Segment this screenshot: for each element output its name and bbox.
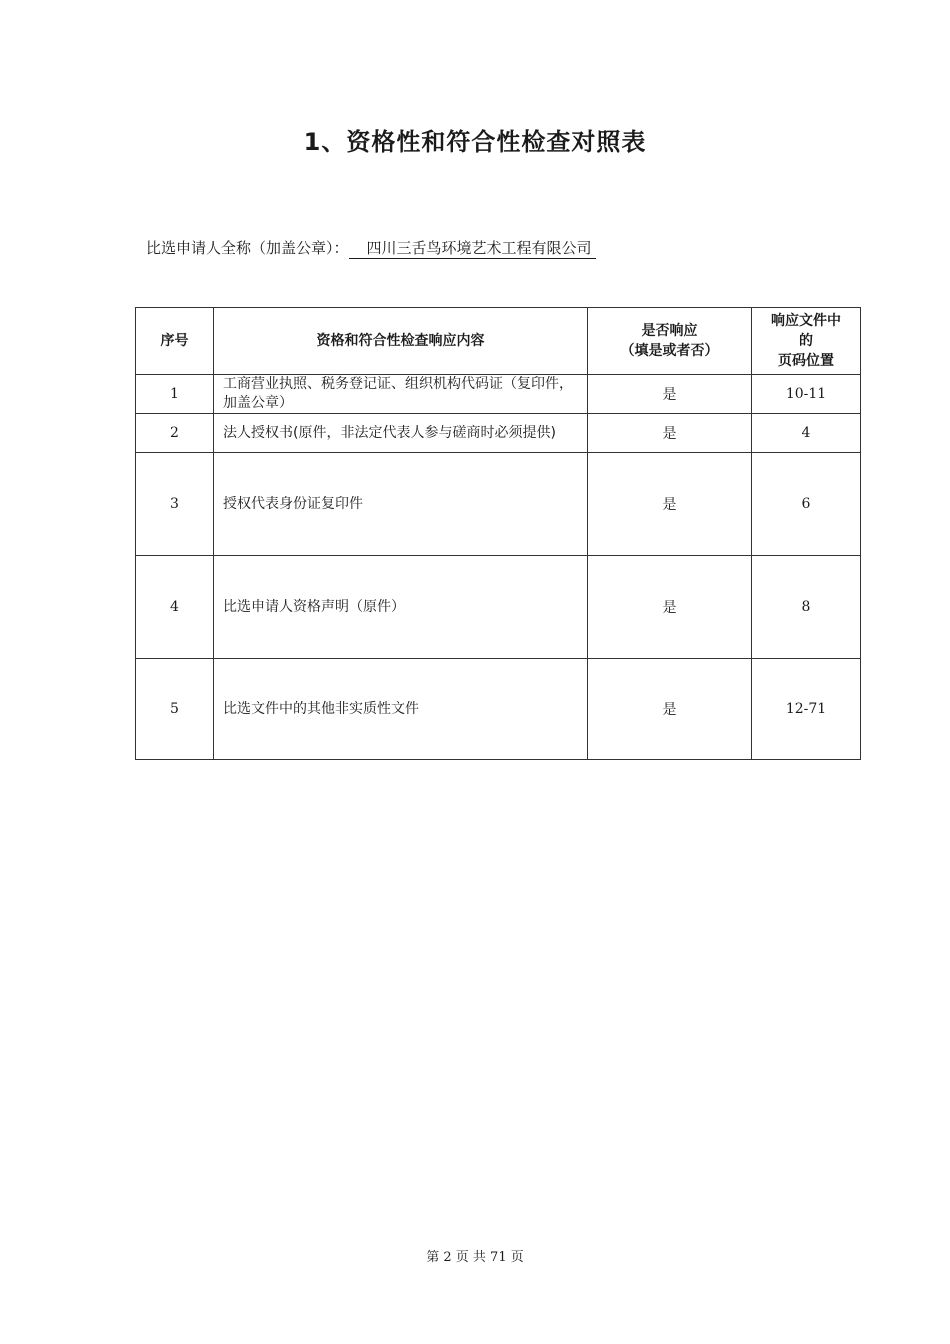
row-seq: 2 xyxy=(136,414,214,453)
row-seq: 5 xyxy=(136,659,214,760)
row-seq: 1 xyxy=(136,375,214,414)
page-footer: 第 2 页 共 71 页 xyxy=(426,1250,524,1265)
table-row xyxy=(136,375,861,414)
header-page-line3: 页码位置 xyxy=(778,353,834,369)
header-response xyxy=(588,308,752,375)
row-response: 是 xyxy=(588,375,752,414)
header-page-line1: 响应文件中 xyxy=(771,313,841,329)
table-row xyxy=(136,556,861,659)
row-seq: 4 xyxy=(136,556,214,659)
row-response: 是 xyxy=(588,556,752,659)
applicant-line xyxy=(146,237,596,259)
qualification-check-table xyxy=(135,307,861,760)
header-response-line1: 是否响应 xyxy=(641,323,698,339)
row-response: 是 xyxy=(588,453,752,556)
document-title: 1、资格性和符合性检查对照表 xyxy=(303,128,647,156)
table-row xyxy=(136,414,861,453)
header-response-line2: （填是或者否） xyxy=(620,343,719,359)
row-response: 是 xyxy=(588,414,752,453)
table-row xyxy=(136,659,861,760)
applicant-name: 四川三舌鸟环境艺术工程有限公司 xyxy=(349,238,596,259)
header-content: 资格和符合性检查响应内容 xyxy=(214,308,588,375)
header-page-line2: 的 xyxy=(799,333,813,349)
applicant-label: 比选申请人全称（加盖公章）： xyxy=(146,239,349,257)
row-content: 比选文件中的其他非实质性文件 xyxy=(214,659,588,760)
row-seq: 3 xyxy=(136,453,214,556)
row-page: 4 xyxy=(752,414,861,453)
row-response: 是 xyxy=(588,659,752,760)
table-row xyxy=(136,453,861,556)
row-content: 授权代表身份证复印件 xyxy=(214,453,588,556)
header-seq: 序号 xyxy=(136,308,214,375)
row-page: 10-11 xyxy=(752,375,861,414)
row-content: 比选申请人资格声明（原件） xyxy=(214,556,588,659)
table-header-row xyxy=(136,308,861,375)
row-page: 12-71 xyxy=(752,659,861,760)
row-page: 6 xyxy=(752,453,861,556)
row-content: 法人授权书(原件，非法定代表人参与磋商时必须提供) xyxy=(214,414,588,453)
row-content: 工商营业执照、税务登记证、组织机构代码证（复印件，加盖公章） xyxy=(214,375,588,414)
row-page: 8 xyxy=(752,556,861,659)
header-page xyxy=(752,308,861,375)
